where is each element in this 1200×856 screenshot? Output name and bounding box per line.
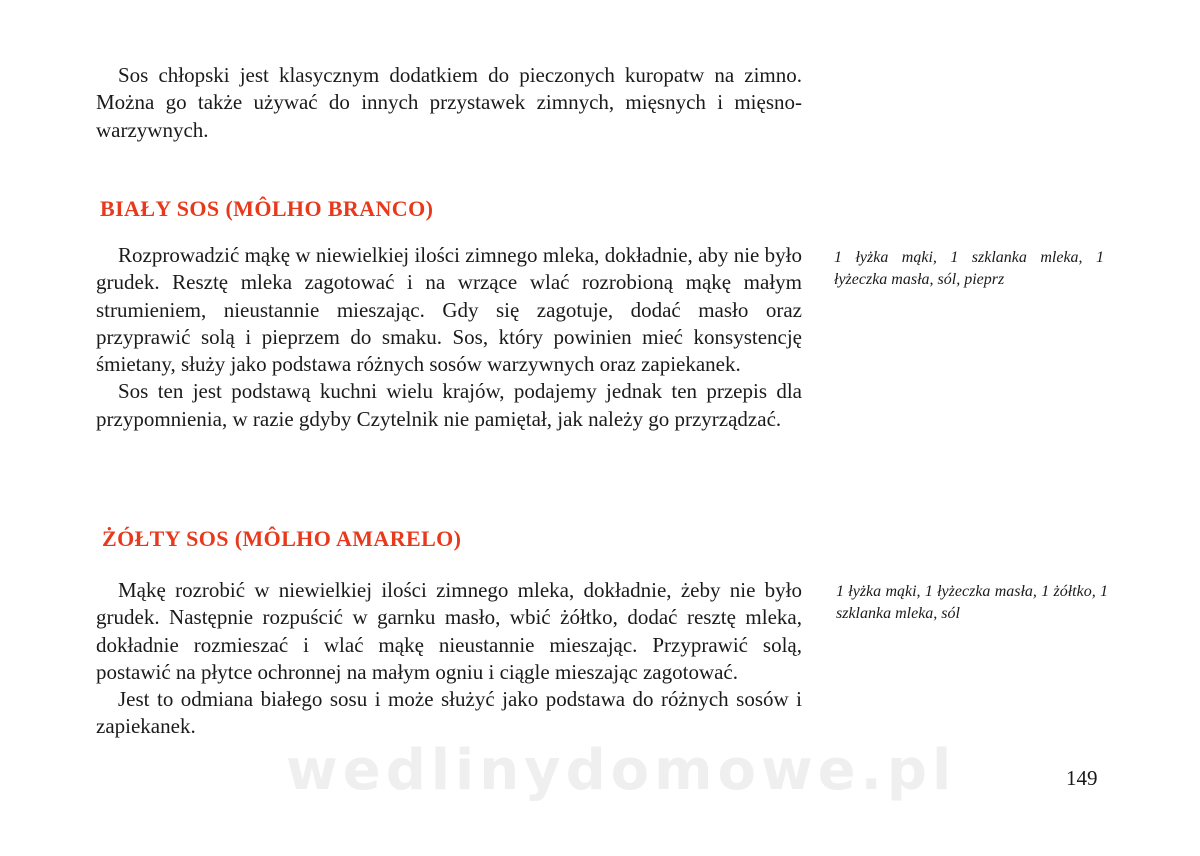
section-title-bialy-sos: BIAŁY SOS (MÔLHO BRANCO) <box>100 196 434 221</box>
ingredients-zolty-sos: 1 łyżka mąki, 1 łyżeczka masła, 1 żółtko, 1 szklanka mleka, sól <box>836 583 1108 622</box>
intro-text <box>96 62 802 144</box>
page-number: 149 <box>1066 766 1098 790</box>
body-paragraph: Mąkę rozrobić w niewielkiej ilości zimnego mleka, dokładnie, żeby nie było grudek. Następnie rozpuścić w garnku masło, wbić żółtko, dodać resztę mleka, dokładnie rozmieszać i wlać mąkę nieustannie mieszając. Przyprawić solą, postawić na płytce ochronnej na małym ogniu i ciągle mieszając zagotować. <box>96 578 802 684</box>
watermark: wedlinydomowe.pl <box>286 738 957 803</box>
section-title-zolty-sos: ŻÓŁTY SOS (MÔLHO AMARELO) <box>102 526 462 551</box>
section-body-zolty-sos <box>96 577 802 741</box>
body-paragraph: Sos ten jest podstawą kuchni wielu krajów, podajemy jednak ten przepis dla przypomnienia, w razie gdyby Czytelnik nie pamiętał, jak należy go przyrządzać. <box>96 379 802 431</box>
section-body-bialy-sos <box>96 242 802 433</box>
intro-paragraph: Sos chłopski jest klasycznym dodatkiem do pieczonych kuropatw na zimno. Można go także używać do innych przystawek zimnych, mięsnych i mięsno-warzywnych. <box>96 63 802 142</box>
ingredients-bialy-sos: 1 łyżka mąki, 1 szklanka mleka, 1 łyżeczka masła, sól, pieprz <box>834 249 1104 288</box>
body-paragraph: Rozprowadzić mąkę w niewielkiej ilości zimnego mleka, dokładnie, aby nie było grudek. Resztę mleka zagotować i na wrzące wlać rozrobioną mąkę małym strumieniem, nieustannie mieszając. Gdy się zagotuje, dodać masło oraz przyprawić solą i pieprzem do smaku. Sos, który powinien mieć konsystencję śmietany, służy jako podstawa różnych sosów warzywnych oraz zapiekanek. <box>96 243 802 377</box>
body-paragraph: Jest to odmiana białego sosu i może służyć jako podstawa do różnych sosów i zapiekanek. <box>96 687 802 739</box>
